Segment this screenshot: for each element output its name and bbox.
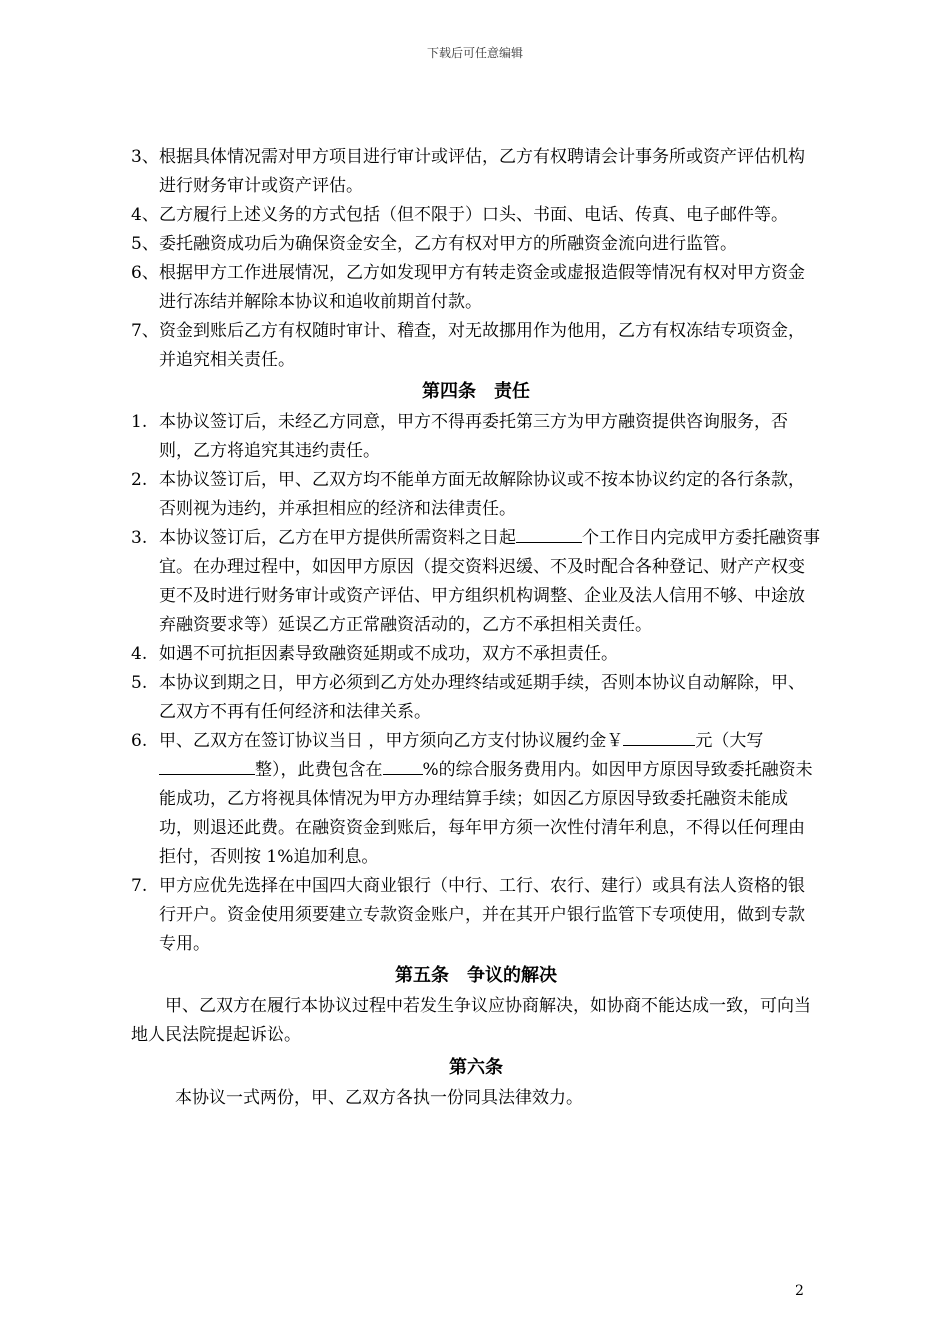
list-item [131, 408, 821, 466]
document-body [131, 143, 821, 1113]
item-number: 6. [131, 731, 148, 751]
list-item [131, 466, 821, 524]
item-text: 如遇不可抗拒因素导致融资延期或不成功，双方不承担责任。 [159, 644, 618, 664]
list-item [131, 640, 821, 669]
item-text: 根据具体情况需对甲方项目进行审计或评估，乙方有权聘请会计事务所或资产评估机构进行财务审计或资产评估。 [159, 147, 805, 196]
page-header: 下载后可任意编辑 [426, 46, 523, 60]
item-text: 乙方履行上述义务的方式包括（但不限于）口头、书面、电话、传真、电子邮件等。 [159, 205, 788, 225]
list-item [131, 230, 821, 259]
item-number: 3. [131, 528, 148, 548]
item-text-part: %的综合服务费用内。如因甲方原因导致委托融资未能成功，乙方将视具体情况为甲方办理结算手续；如因乙方原因导致委托融资未能成功，则退还此费。在融资资金到账后，每年甲方须一次性付清年利息，不得以任何理由拒付，否则按 1%追加利息。 [159, 760, 813, 867]
item-number: 4、 [131, 205, 159, 225]
item-number: 7. [131, 876, 148, 896]
item-text-part: 整），此费包含在 [255, 760, 383, 780]
article-6-text: 本协议一式两份，甲、乙双方各执一份同具法律效力。 [175, 1088, 583, 1108]
item-text-part: 元（大写 [695, 731, 764, 751]
item-number: 4. [131, 644, 148, 664]
item-text-part: 本协议签订后，乙方在甲方提供所需资料之日起 [159, 528, 516, 548]
article-4-title: 第四条 责任 [422, 381, 530, 402]
page-number: 2 [795, 1283, 804, 1299]
blank-amount [623, 727, 695, 746]
item-number: 2. [131, 470, 148, 490]
item-number: 1. [131, 412, 148, 432]
list-item [131, 524, 821, 640]
list-item [131, 317, 821, 375]
list-item [131, 259, 821, 317]
item-number: 6、 [131, 263, 159, 283]
list-item [131, 201, 821, 230]
blank-amount-in-words [159, 756, 255, 775]
list-item [131, 872, 821, 959]
item-text-part: 甲、乙双方在签订协议当日 ，甲方须向乙方支付协议履约金￥ [159, 731, 624, 751]
item-text: 委托融资成功后为确保资金安全，乙方有权对甲方的所融资金流向进行监管。 [159, 234, 737, 254]
item-text: 甲方应优先选择在中国四大商业银行（中行、工行、农行、建行）或具有法人资格的银行开户。资金使用须要建立专款资金账户，并在其开户银行监管下专项使用，做到专款专用。 [159, 876, 805, 954]
list-item [131, 669, 821, 727]
article-5-text: 甲、乙双方在履行本协议过程中若发生争议应协商解决，如协商不能达成一致，可向当地人民法院提起诉讼。 [131, 996, 811, 1045]
item-text [159, 727, 821, 872]
item-number: 7、 [131, 321, 159, 341]
item-text: 资金到账后乙方有权随时审计、稽查，对无故挪用作为他用，乙方有权冻结专项资金，并追究相关责任。 [159, 321, 805, 370]
article-4-list [131, 408, 821, 959]
item-text [159, 524, 821, 640]
obligations-list [131, 143, 821, 375]
item-number: 3、 [131, 147, 159, 167]
list-item [131, 143, 821, 201]
item-number: 5、 [131, 234, 159, 254]
list-item [131, 727, 821, 872]
article-6-title: 第六条 [449, 1057, 503, 1078]
item-text: 本协议到期之日，甲方必须到乙方处办理终结或延期手续，否则本协议自动解除，甲、乙双方不再有任何经济和法律关系。 [159, 673, 805, 722]
item-text: 本协议签订后，未经乙方同意，甲方不得再委托第三方为甲方融资提供咨询服务，否则，乙方将追究其违约责任。 [159, 412, 788, 461]
blank-percent [383, 756, 423, 775]
item-text: 本协议签订后，甲、乙双方均不能单方面无故解除协议或不按本协议约定的各行条款，否则视为违约，并承担相应的经济和法律责任。 [159, 470, 805, 519]
item-number: 5. [131, 673, 148, 693]
item-text: 根据甲方工作进展情况，乙方如发现甲方有转走资金或虚报造假等情况有权对甲方资金进行冻结并解除本协议和追收前期首付款。 [159, 263, 805, 312]
article-5-title: 第五条 争议的解决 [395, 965, 557, 986]
blank-working-days [516, 524, 582, 543]
item-text-part: 个工作日内完成甲方委托融资事宜。在办理过程中，如因甲方原因（提交资料迟缓、不及时配合各种登记、财产产权变更不及时进行财务审计或资产评估、甲方组织机构调整、企业及法人信用不够、中途放弃融资要求等）延误乙方正常融资活动的，乙方不承担相关责任。 [159, 528, 820, 635]
